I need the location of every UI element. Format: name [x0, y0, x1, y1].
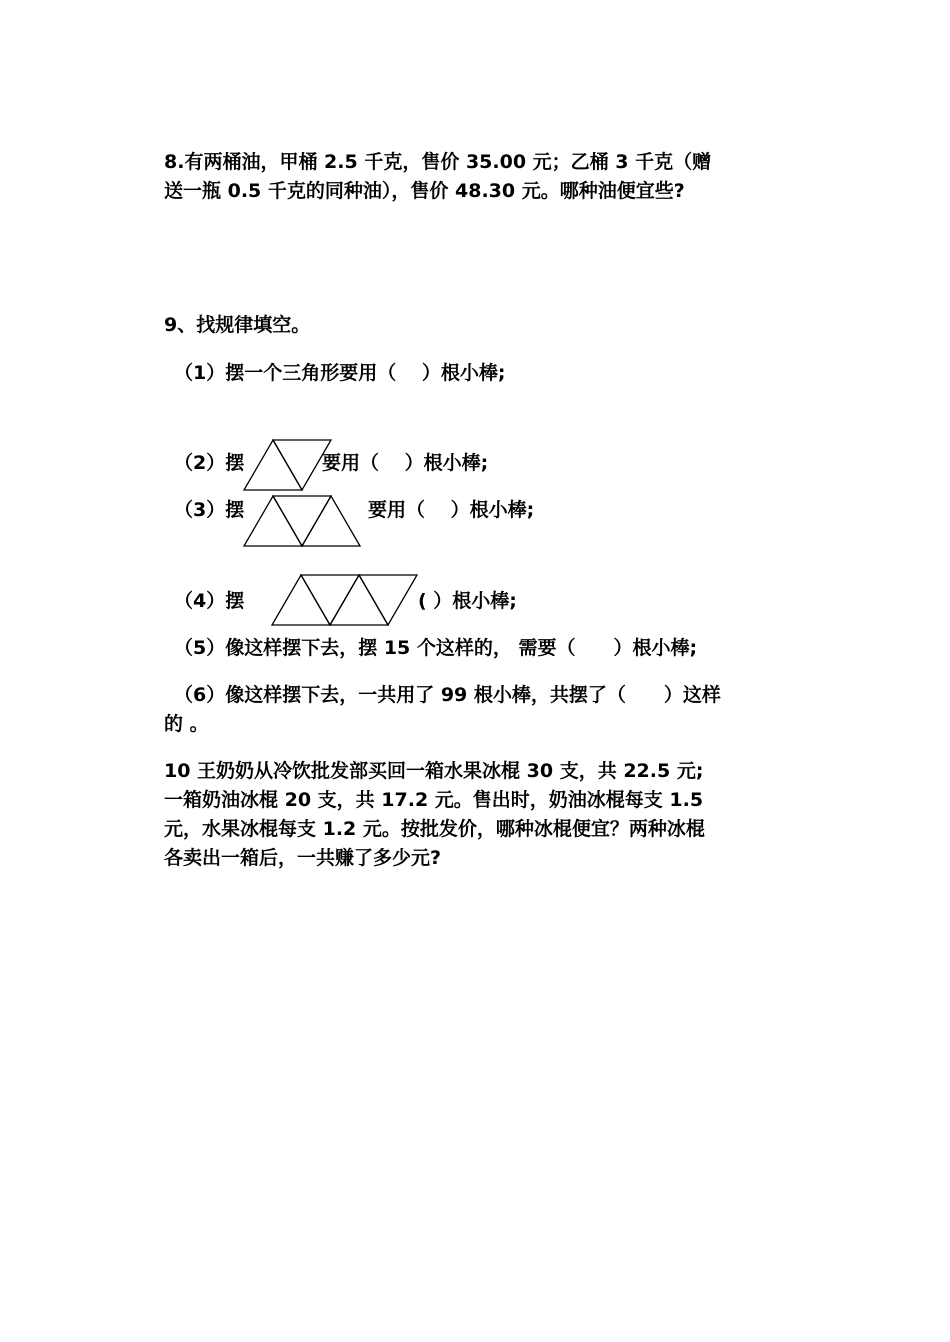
triangle-down-1 — [273, 496, 331, 546]
two-triangles-figure — [240, 436, 335, 494]
q10-line-3: 元，水果冰棍每支 1.2 元。按批发价，哪种冰棍便宜？两种冰棍 — [164, 818, 705, 840]
q10-line-4: 各卖出一箱后，一共赚了多少元? — [164, 847, 442, 869]
triangle-down-2 — [359, 575, 417, 625]
q9-item-5: （5）像这样摆下去，摆 15 个这样的， 需要（ ）根小棒; — [174, 637, 698, 659]
q10-line-1: 10 王奶奶从冷饮批发部买回一箱水果冰棍 30 支，共 22.5 元; — [164, 760, 704, 782]
q9-item-4-prefix: （4）摆 — [174, 590, 245, 612]
four-triangles-figure — [268, 571, 423, 629]
q9-item-3-prefix: （3）摆 — [174, 499, 245, 521]
triangle-down-1 — [301, 575, 359, 625]
q9-item-1: （1）摆一个三角形要用（ ）根小棒; — [174, 362, 506, 384]
triangle-up-2 — [302, 496, 360, 546]
q8-line-2: 送一瓶 0.5 千克的同种油），售价 48.30 元。哪种油便宜些? — [164, 180, 685, 202]
q9-item-6-line-1: （6）像这样摆下去，一共用了 99 根小棒，共摆了（ ）这样 — [174, 684, 721, 706]
q9-item-3-suffix: 要用（ ）根小棒; — [368, 499, 535, 521]
q10-line-2: 一箱奶油冰棍 20 支，共 17.2 元。售出时，奶油冰棍每支 1.5 — [164, 789, 704, 811]
q8-line-1: 8.有两桶油，甲桶 2.5 千克，售价 35.00 元；乙桶 3 千克（赠 — [164, 151, 712, 173]
triangle-up — [244, 440, 302, 490]
q9-title: 9、找规律填空。 — [164, 314, 311, 336]
q9-item-6-line-2: 的 。 — [164, 713, 209, 735]
triangle-up-1 — [244, 496, 302, 546]
q9-item-2-prefix: （2）摆 — [174, 452, 245, 474]
q9-item-2-suffix: 要用（ ）根小棒; — [322, 452, 489, 474]
triangle-up-2 — [330, 575, 388, 625]
q9-item-4-suffix: ( ）根小棒; — [418, 590, 517, 612]
three-triangles-figure — [240, 492, 365, 550]
triangle-up-1 — [272, 575, 330, 625]
